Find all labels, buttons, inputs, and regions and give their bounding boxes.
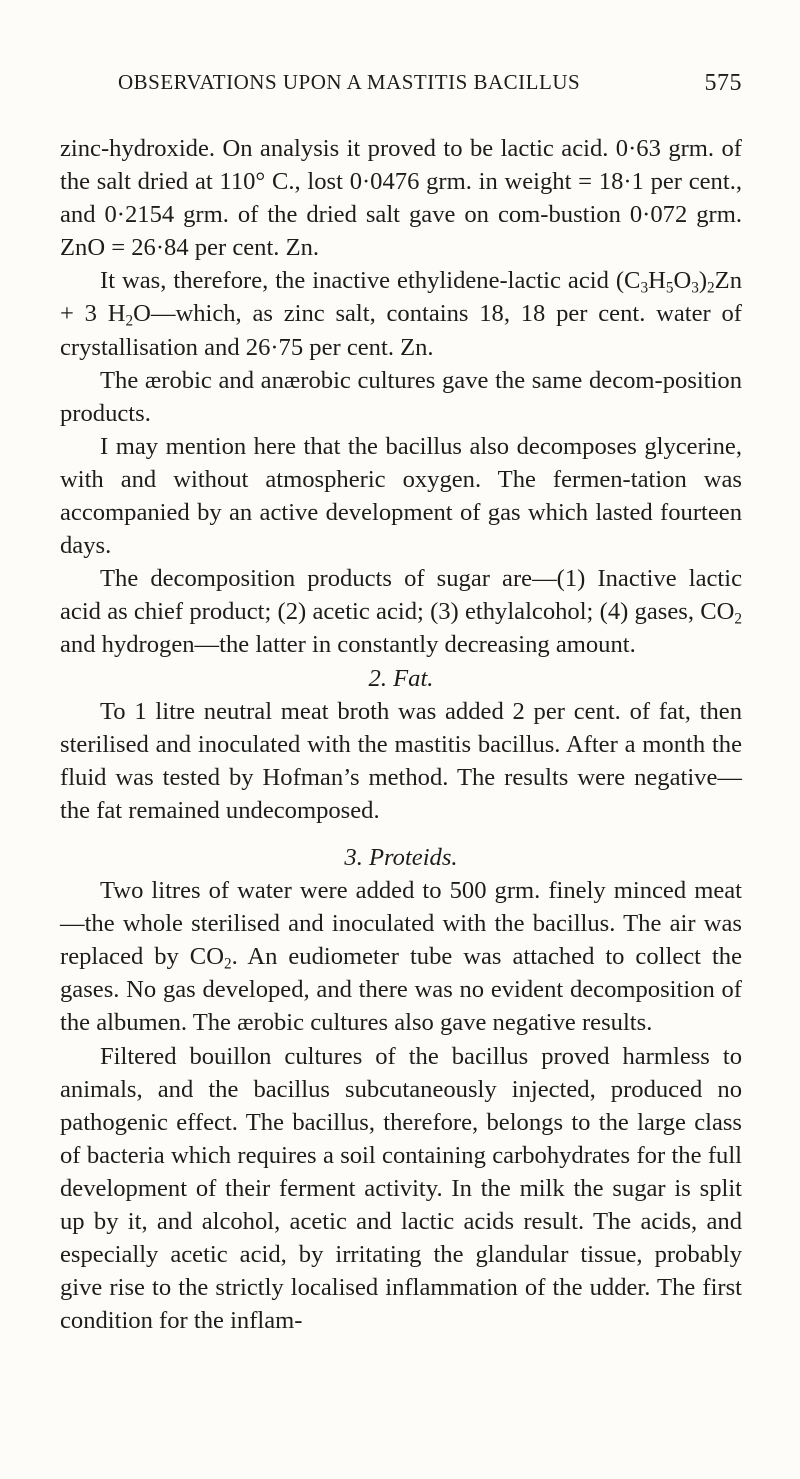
paragraph-fat: To 1 litre neutral meat broth was added 2 per cent. of fat, then sterilised and inoculated with the mastitis bacillus. After a month the fluid was tested by Hofman’s method. The results were negative—the fat remained undecomposed. [60,697,742,824]
subscript: 2 [223,955,232,973]
paragraph-aerobic-cultures: The ærobic and anærobic cultures gave the same decom-position products. [60,366,742,427]
text-run: ) [698,267,708,295]
paragraph-ethylidene-lactic-acid [60,264,742,363]
subscript: 5 [665,279,674,297]
paragraph-bouillon-cultures: Filtered bouillon cultures of the bacillus proved harmless to animals, and the bacillus subcutaneously injected, produced no pathogenic effect. The bacillus, therefore, belongs to the large class of bacteria which requires a soil containing carbohydrates for the full development of their ferment activity. In the milk the sugar is split up by it, and alcohol, acetic and lactic acids result. The acids, and especially acetic acid, by irritating the glandular tissue, probably give rise to the strictly localised inflammation of the udder. The first condition for the inflam- [60,1042,742,1335]
text-run: The decomposition products of sugar are—(1) Inactive lactic acid as chief product; (2) acetic acid; (3) ethylalcohol; (4) gases, CO [60,565,742,626]
subscript: 3 [691,279,699,297]
running-title: OBSERVATIONS UPON A MASTITIS BACILLUS [118,70,581,94]
page-body [60,132,742,1337]
text-run: and hydrogen—the latter in constantly decreasing amount. [60,631,636,659]
text-run: It was, therefore, the inactive ethylidene-lactic acid (C [100,267,641,295]
page-number: 575 [704,70,742,96]
section-heading-fat: 2. Fat. [368,664,434,692]
text-run: Zn + 3 H [60,267,742,328]
text-run: H [648,267,666,295]
subscript: 3 [640,279,649,297]
paragraph-glycerine: I may mention here that the bacillus also decomposes glycerine, with and without atmospheric oxygen. The fermen-tation was accompanied by an active development of gas which lasted fourteen days. [60,432,742,560]
paragraph-zinc-analysis: zinc-hydroxide. On analysis it proved to be lactic acid. 0·63 grm. of the salt dried at 110° C., lost 0·0476 grm. in weight = 18·1 per cent., and 0·2154 grm. of the dried salt gave on com-bustion 0·072 grm. ZnO = 26·84 per cent. Zn. [60,135,742,262]
paragraph-proteids [60,874,742,1039]
subscript: 2 [707,279,715,297]
text-run: Two litres of water were added to 500 grm. finely minced meat—the whole sterilised and inoculated with the bacillus. The air was replaced by CO [60,877,742,971]
running-header [60,70,742,100]
subscript: 2 [734,610,742,628]
text-run: . An eudiometer tube was attached to collect the gases. No gas developed, and there was no evident decomposition of the albumen. The ærobic cultures also gave negative results. [60,943,742,1037]
section-heading-proteids: 3. Proteids. [344,843,458,871]
subscript: 2 [125,313,134,331]
text-run: O—which, as zinc salt, contains 18, 18 per cent. water of crystallisation and 26·75 per cent. Zn. [60,300,742,361]
text-run: O [673,267,692,295]
paragraph-sugar-products [60,562,742,661]
